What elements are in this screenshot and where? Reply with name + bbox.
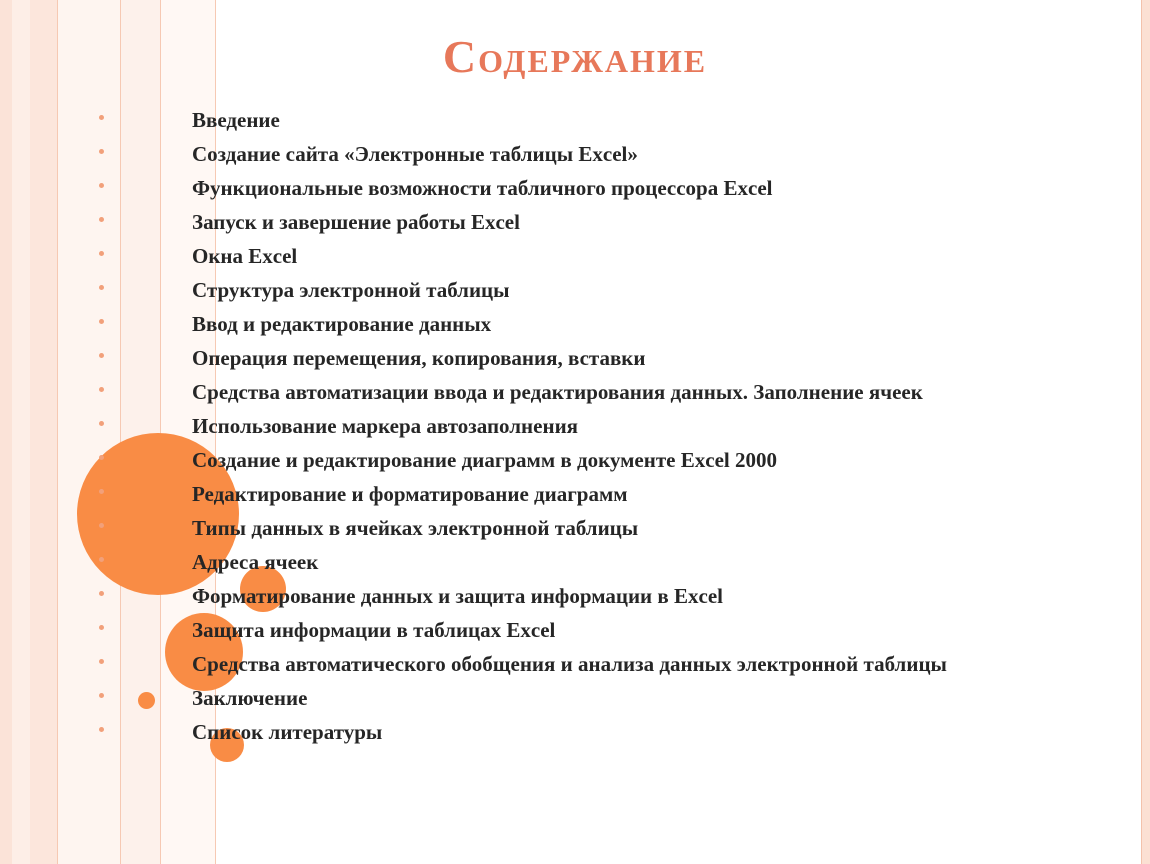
bullet-icon — [99, 659, 104, 664]
bullet-icon — [99, 591, 104, 596]
list-item-label: Заключение — [192, 686, 308, 710]
list-item — [0, 176, 1150, 201]
page-title: Содержание — [442, 31, 708, 82]
list-item — [0, 312, 1150, 337]
list-item — [0, 720, 1150, 745]
list-item-label: Средства автоматизации ввода и редактирования данных. Заполнение ячеек — [192, 380, 923, 404]
list-item-label: Запуск и завершение работы Excel — [192, 210, 520, 234]
list-item — [0, 584, 1150, 609]
list-item-label: Создание и редактирование диаграмм в документе Excel 2000 — [192, 448, 777, 472]
bullet-icon — [99, 557, 104, 562]
list-item — [0, 448, 1150, 473]
bullet-icon — [99, 421, 104, 426]
list-item — [0, 618, 1150, 643]
list-item-label: Введение — [192, 108, 280, 132]
bullet-icon — [99, 455, 104, 460]
bullet-icon — [99, 523, 104, 528]
list-item — [0, 414, 1150, 439]
bullet-icon — [99, 387, 104, 392]
list-item — [0, 142, 1150, 167]
bullet-icon — [99, 625, 104, 630]
list-item-label: Типы данных в ячейках электронной таблицы — [192, 516, 639, 540]
list-item — [0, 550, 1150, 575]
table-of-contents — [0, 108, 1150, 754]
list-item-label: Список литературы — [192, 720, 383, 744]
list-item — [0, 380, 1150, 405]
list-item — [0, 652, 1150, 677]
list-item-label: Форматирование данных и защита информации в Excel — [192, 584, 723, 608]
bullet-icon — [99, 353, 104, 358]
bullet-icon — [99, 693, 104, 698]
list-item — [0, 108, 1150, 133]
list-item-label: Создание сайта «Электронные таблицы Excel» — [192, 142, 638, 166]
list-item-label: Окна Excel — [192, 244, 298, 268]
list-item-label: Функциональные возможности табличного процессора Excel — [192, 176, 773, 200]
bullet-icon — [99, 319, 104, 324]
list-item — [0, 278, 1150, 303]
list-item-label: Использование маркера автозаполнения — [192, 414, 579, 438]
bullet-icon — [99, 217, 104, 222]
list-item-label: Операция перемещения, копирования, вставки — [192, 346, 646, 370]
bullet-icon — [99, 115, 104, 120]
bullet-icon — [99, 149, 104, 154]
list-item — [0, 346, 1150, 371]
bullet-icon — [99, 183, 104, 188]
list-item-label: Средства автоматического обобщения и анализа данных электронной таблицы — [192, 652, 947, 676]
bullet-icon — [99, 285, 104, 290]
list-item — [0, 210, 1150, 235]
bullet-icon — [99, 489, 104, 494]
list-item — [0, 686, 1150, 711]
bullet-icon — [99, 251, 104, 256]
list-item — [0, 482, 1150, 507]
list-item-label: Редактирование и форматирование диаграмм — [192, 482, 628, 506]
list-item — [0, 244, 1150, 269]
list-item-label: Структура электронной таблицы — [192, 278, 510, 302]
bullet-icon — [99, 727, 104, 732]
list-item-label: Ввод и редактирование данных — [192, 312, 492, 336]
list-item — [0, 516, 1150, 541]
list-item-label: Адреса ячеек — [192, 550, 319, 574]
list-item-label: Защита информации в таблицах Excel — [192, 618, 556, 642]
